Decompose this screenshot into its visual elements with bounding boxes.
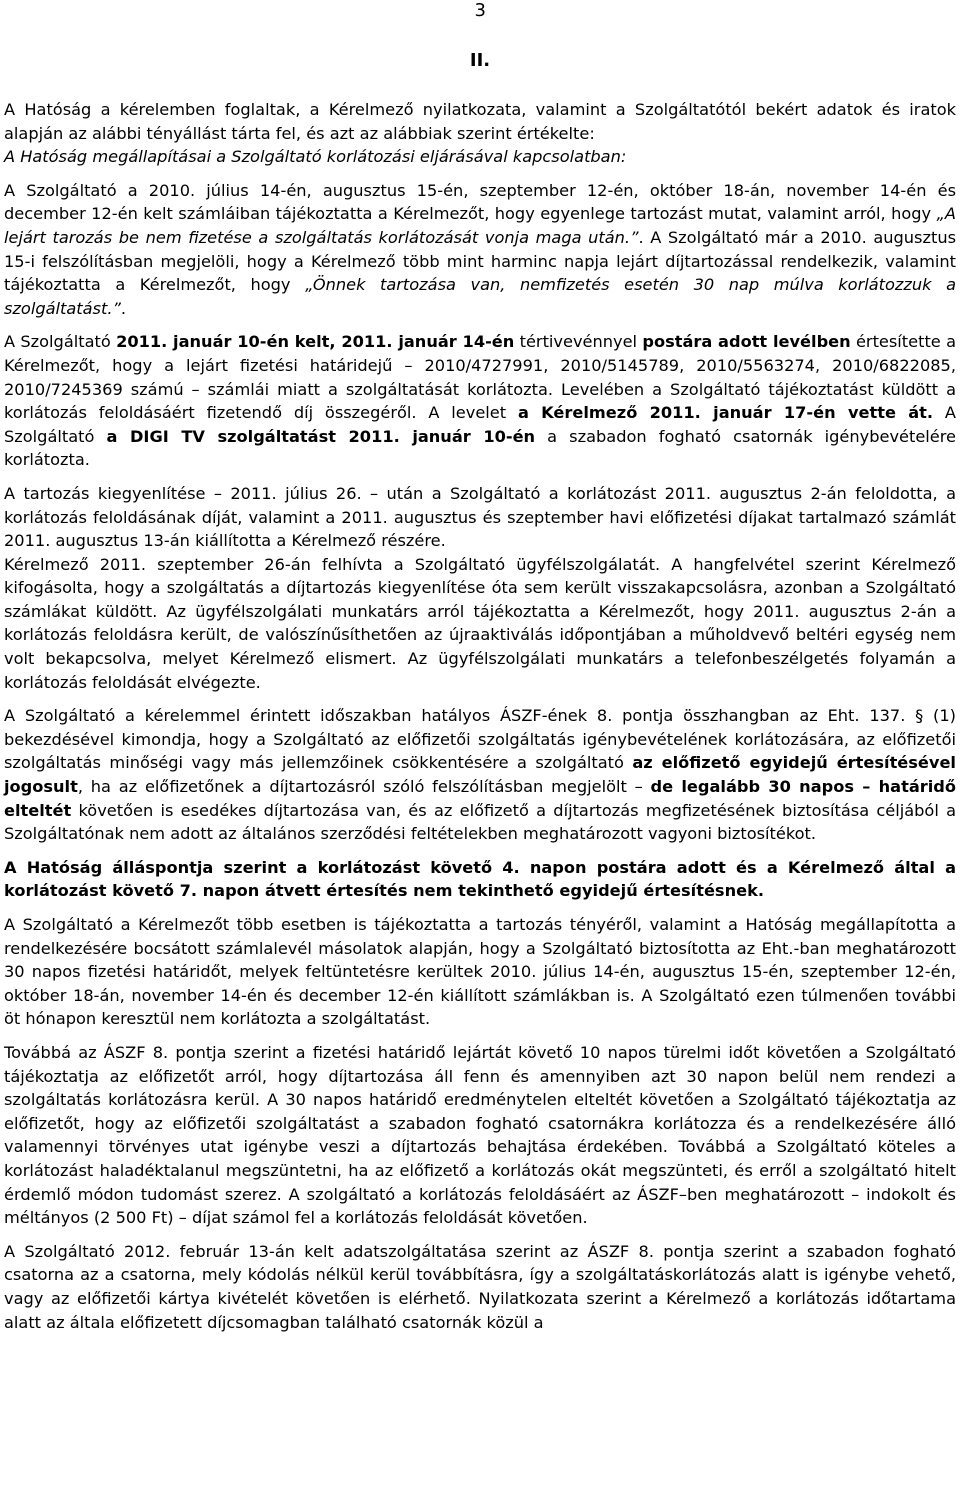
bold-text: postára adott levélben <box>642 332 851 352</box>
section-heading: II. <box>469 50 491 71</box>
text-run: , ha az előfizetőnek a díjtartozásról szóló felszólításban megjelölt – <box>77 777 651 797</box>
text-run: A Szolgáltató a kérelemmel érintett időszakban hatályos ÁSZF-ének 8. pontja összhangban az Eht. 137. § (1) bekezdésével kimondja, hogy a Szolgáltató az előfizetői szolgáltatás igénybevételének korlátozására, az előfizetői szolgáltatás minőségi vagy más jellemzőinek csökkentésére a szolgáltató <box>4 706 956 773</box>
paragraph <box>4 145 956 169</box>
paragraph <box>4 179 956 321</box>
text-run: A Szolgáltató 2012. február 13-án kelt adatszolgáltatása szerint az ÁSZF 8. pontja szerint a szabadon fogható csatorna az a csatorna, mely kódolás nélkül kerül továbbításra, így a szolgáltatáskorlátozás alatt is igénybe vehető, vagy az előfizetői kártya kivételét követően is elérhető. Nyilatkozata szerint a Kérelmező a korlátozás időtartama alatt az általa előfizetett díjcsomagban található csatornák közül a <box>4 1241 956 1332</box>
italic-text: A Hatóság megállapításai a Szolgáltató korlátozási eljárásával kapcsolatban: <box>4 147 627 167</box>
text-run: értesítette a Kérelmezőt, hogy a lejárt fizetési határidejű – 2010/4727991, 2010/5145789, 2010/5563274, 2010/6822085, 2010/7245369 számú – számlái miatt a szolgáltatását korlátozta. Levelében a Szolgáltató tájékoztatást küldött a korlátozás feloldásáért fizetendő díj összegéről. A levelet <box>4 332 956 423</box>
text-run: A Szolgáltató a 2010. július 14-én, augusztus 15-én, szeptember 12-én, október 18-án, november 14-én és december 12-én kelt számláiban tájékoztatta a Kérelmezőt, hogy egyenlege tartozást mutat, valamint arról, hogy <box>4 180 956 224</box>
paragraph <box>4 704 956 846</box>
text-run: A Hatóság a kérelemben foglaltak, a Kérelmező nyilatkozata, valamint a Szolgáltatótól bekért adatok és iratok alapján az alábbi tényállást tárta fel, és azt az alábbiak szerint értékelte: <box>4 100 956 143</box>
italic-text: „Önnek tartozása van, nemfizetés esetén 30 nap múlva korlátozzuk a szolgáltatást.” <box>4 275 956 318</box>
bold-text: A Hatóság álláspontja szerint a korlátozást követő 4. napon postára adott és a Kérelmező által a korlátozást követő 7. napon átvett értesítés nem tekinthető egyidejű értesítésnek. <box>4 857 956 901</box>
paragraph <box>4 482 956 553</box>
bold-text: a Kérelmező 2011. január 17-én vette át. <box>517 403 934 423</box>
text-run: követően is esedékes díjtartozása van, és az előfizető a díjtartozás megfizetésének biztosítása céljából a Szolgáltatónak nem adott az általános szerződési feltételekben meghatározott vagyoni biztosítékot. <box>4 800 956 844</box>
text-run: . <box>120 298 127 318</box>
document-body <box>4 98 956 1344</box>
bold-text: az előfizető egyidejű értesítésével jogosult <box>4 753 956 797</box>
bold-text: a DIGI TV szolgáltatást 2011. január 10-én <box>106 426 536 446</box>
paragraph <box>4 1240 956 1334</box>
paragraph <box>4 330 956 472</box>
text-run: . A Szolgáltató már a 2010. augusztus 15-i felszólításban megjelöli, hogy a Kérelmező több mint harminc napja lejárt díjtartozással rendelkezik, valamint tájékoztatta a Kérelmezőt, hogy <box>4 227 957 295</box>
text-run: a szabadon fogható csatornák igénybevételére korlátozta. <box>4 426 957 470</box>
paragraph <box>4 98 956 145</box>
bold-text: de legalább 30 napos – határidő elteltét <box>4 777 956 820</box>
text-run: Kérelmező 2011. szeptember 26-án felhívta a Szolgáltató ügyfélszolgálatát. A hangfelvétel szerint Kérelmező kifogásolta, hogy a szolgáltatás a díjtartozás kiegyenlítése óta sem került visszakapcsolásra, azonban a Szolgáltató számlákat küldött. Az ügyfélszolgálati munkatárs arról tájékoztatta a Kérelmezőt, hogy 2011. augusztus 2-án a korlátozás feloldásra került, de valószínűsíthetően az újraaktiválás időpontjában a műholdvevő beltéri egység nem volt bekapcsolva, melyet Kérelmező elismert. Az ügyfélszolgálati munkatárs a telefonbeszélgetés folyamán a korlátozás feloldását elvégezte. <box>4 554 956 692</box>
text-run: A tartozás kiegyenlítése – 2011. július 26. – után a Szolgáltató a korlátozást 2011. augusztus 2-án feloldotta, a korlátozás feloldásának díját, valamint a 2011. augusztus és szeptember havi előfizetési díjakat tartalmazó számlát 2011. augusztus 13-án kiállította a Kérelmező részére. <box>4 483 956 551</box>
paragraph <box>4 913 956 1031</box>
text-run: tértivevénnyel <box>514 332 643 352</box>
text-run: Továbbá az ÁSZF 8. pontja szerint a fizetési határidő lejártát követő 10 napos türelmi időt követően a Szolgáltató tájékoztatja az előfizetőt arról, hogy díjtartozása áll fenn és amennyiben azt 30 napon belül nem rendezi a szolgáltatás korlátozásra kerül. A 30 napos határidő eredménytelen elteltét követően a Szolgáltató tájékoztatja az előfizetőt, hogy az előfizetői szolgáltatást a szabadon fogható csatornákra korlátozza és a rendelkezésére álló valamennyi törvényes utat igénybe veszi a díjtartozás behajtása érdekében. Továbbá a Szolgáltató köteles a korlátozást haladéktalanul megszüntetni, ha az előfizető a korlátozás okát megszünteti, és erről a szolgáltató hitelt érdemlő módon tudomást szerez. A szolgáltató a korlátozás feloldásáért az ÁSZF–ben meghatározott – indokolt és méltányos (2 500 Ft) – díjat számol fel a korlátozás feloldását követően. <box>4 1042 956 1228</box>
text-run: A Szolgáltató <box>4 332 117 352</box>
bold-text: 2011. január 10-én kelt, 2011. január 14-én <box>116 332 515 352</box>
text-run: A Szolgáltató a Kérelmezőt több esetben is tájékoztatta a tartozás tényéről, valamint a Hatóság megállapította a rendelkezésére bocsátott számlalevél másolatok alapján, hogy a Szolgáltató biztosította az Eht.-ban meghatározott 30 napos fizetési határidőt, melyek feltüntetésre kerültek 2010. július 14-én, augusztus 15-én, szeptember 12-én, október 18-án, november 14-én és december 12-én kiállított számlákban is. A Szolgáltató ezen túlmenően további öt hónapon keresztül nem korlátozta a szolgáltatást. <box>4 915 956 1029</box>
paragraph <box>4 856 956 903</box>
italic-text: „A lejárt tarozás be nem fizetése a szolgáltatás korlátozását vonja maga után.” <box>4 204 956 247</box>
paragraph <box>4 1041 956 1230</box>
paragraph <box>4 553 956 695</box>
text-run: A Szolgáltató <box>4 403 956 446</box>
page-number: 3 <box>474 0 486 21</box>
